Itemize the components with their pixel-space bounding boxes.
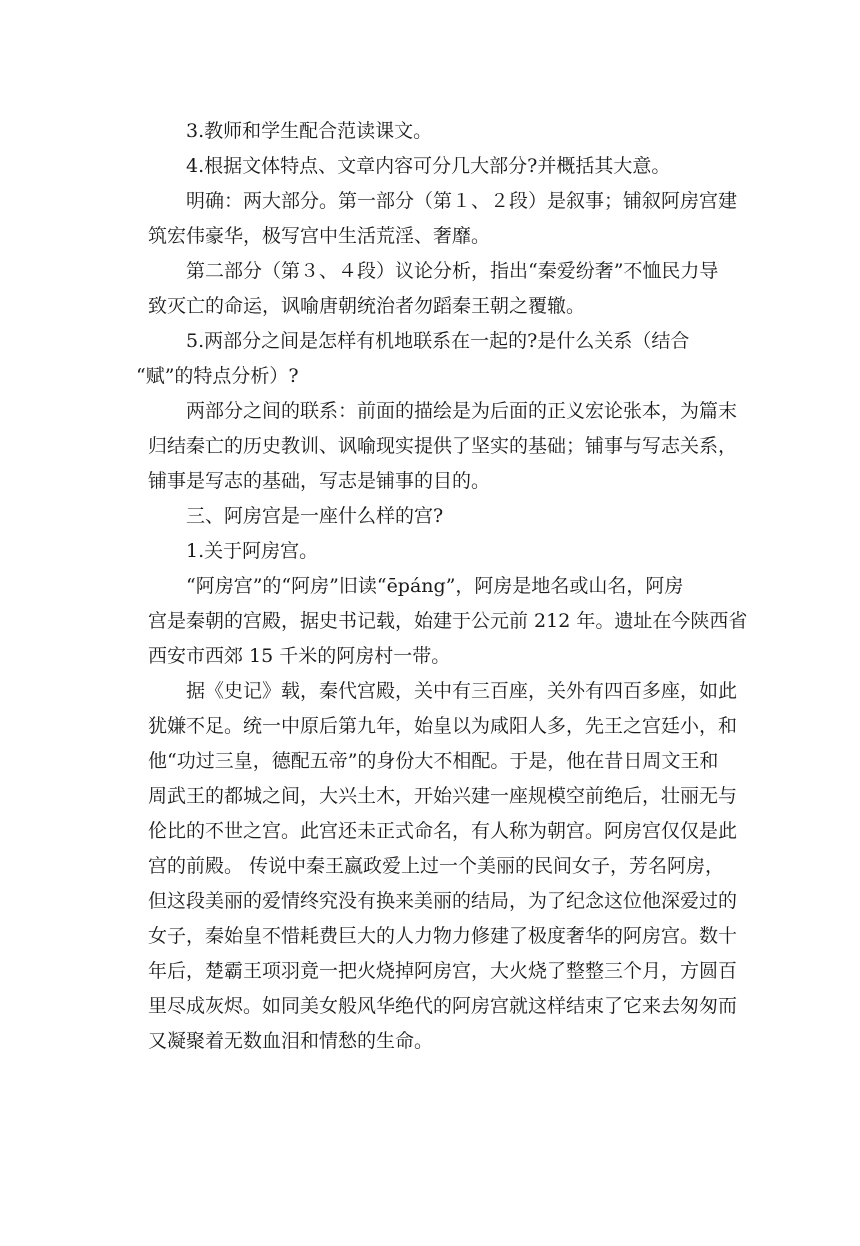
text-line: 明确：两大部分。第一部分（第１、２段）是叙事；铺叙阿房宫建: [186, 190, 738, 212]
text-line: 归结秦亡的历史教训、讽喻现实提供了坚实的基础；铺事与写志关系，: [148, 435, 738, 457]
text-line: 据《史记》载，秦代宫殿，关中有三百座，关外有四百多座，如此: [186, 680, 738, 702]
text-line: 又凝聚着无数血泪和情愁的生命。: [148, 1030, 434, 1052]
text-line: “阿房宫”的“阿房”旧读“ēpáng”，阿房是地名或山名，阿房: [186, 575, 684, 597]
text-line: 但这段美丽的爱情终究没有换来美丽的结局，为了纪念这位他深爱过的: [148, 890, 738, 912]
text-line: 宫是秦朝的宫殿，据史书记载，始建于公元前 212 年。遗址在今陕西省: [148, 610, 748, 632]
text-line: 4.根据文体特点、文章内容可分几大部分?并概括其大意。: [186, 155, 671, 177]
text-line: 犹嫌不足。统一中原后第九年，始皇以为咸阳人多，先王之宫廷小，和: [148, 715, 738, 737]
text-line: 5.两部分之间是怎样有机地联系在一起的?是什么关系（结合: [186, 330, 690, 352]
text-line: 铺事是写志的基础，写志是铺事的目的。: [148, 470, 491, 492]
text-line: 宫的前殿。 传说中秦王嬴政爱上过一个美丽的民间女子，芳名阿房，: [148, 855, 725, 877]
text-line: 筑宏伟豪华，极写宫中生活荒淫、奢靡。: [148, 225, 491, 247]
text-line: 三、阿房宫是一座什么样的宫?: [186, 505, 444, 527]
text-line: 周武王的都城之间，大兴土木，开始兴建一座规模空前绝后，壮丽无与: [148, 785, 738, 807]
text-line: 两部分之间的联系：前面的描绘是为后面的正义宏论张本，为篇末: [186, 400, 738, 422]
text-line: “赋”的特点分析）?: [136, 365, 299, 387]
text-line: 伦比的不世之宫。此宫还未正式命名，有人称为朝宫。阿房宫仅仅是此: [148, 820, 738, 842]
text-line: 致灭亡的命运，讽喻唐朝统治者勿蹈秦王朝之覆辙。: [148, 295, 586, 317]
text-line: 女子，秦始皇不惜耗费巨大的人力物力修建了极度奢华的阿房宫。数十: [148, 925, 738, 947]
text-line: 他“功过三皇，德配五帝”的身份大不相配。于是，他在昔日周文王和: [148, 750, 719, 772]
text-line: 第二部分（第３、４段）议论分析，指出“秦爱纷奢”不恤民力导: [186, 260, 719, 282]
text-line: 3.教师和学生配合范读课文。: [186, 120, 433, 142]
text-line: 里尽成灰烬。如同美女般风华绝代的阿房宫就这样结束了它来去匆匆而: [148, 995, 738, 1017]
text-line: 1.关于阿房宫。: [186, 540, 319, 562]
text-line: 西安市西郊 15 千米的阿房村一带。: [148, 645, 451, 667]
text-line: 年后，楚霸王项羽竟一把火烧掉阿房宫，大火烧了整整三个月，方圆百: [148, 960, 738, 982]
